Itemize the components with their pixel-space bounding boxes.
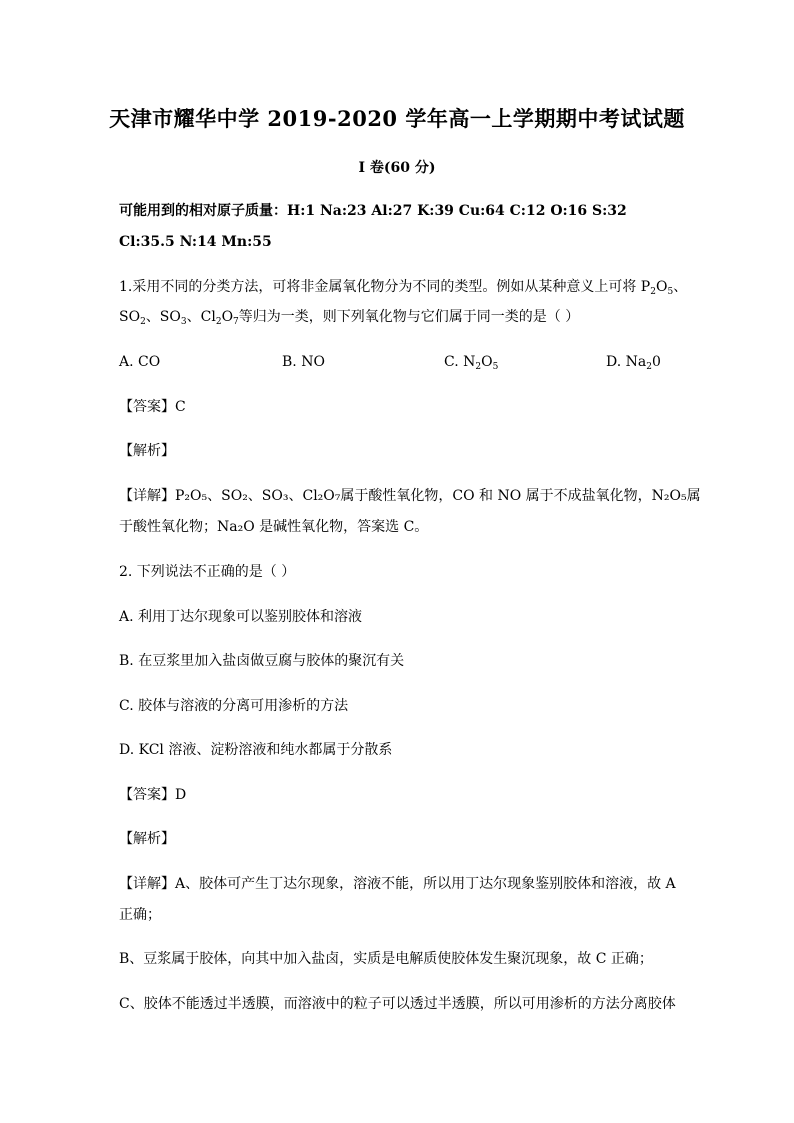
q2-option-d: D. KCl 溶液、淀粉溶液和纯水都属于分散系 [119,742,393,758]
page-title: 天津市耀华中学 2019-2020 学年高一上学期期中考试试题 [109,106,685,131]
q2-stem: 2. 下列说法不正确的是（ ） [119,564,296,580]
q1-detail-line-2: 于酸性氧化物；Na₂O 是碱性氧化物，答案选 C。 [119,519,429,535]
q1-detail-line-1: 【详解】P₂O₅、SO₂、SO₃、Cl₂O₇属于酸性氧化物，CO 和 NO 属于不成盐氧化物，N₂O₅属 [119,488,701,504]
section-title: I 卷(60 分) [358,160,436,176]
q1-option-c: C. $N_2O_5$ [444,354,499,372]
q2-option-b: B. 在豆浆里加入盐卤做豆腐与胶体的聚沉有关 [119,653,405,669]
q2-detail-line-4: C、胶体不能透过半透膜，而溶液中的粒子可以透过半透膜，所以可用渗析的方法分离胶体 [119,996,676,1012]
q2-detail-line-2: 正确； [119,907,161,923]
q1-stem-line-2: $SO_2$、$SO_3$、$Cl_2O_7$等归为一类，则下列氧化物与它们属于同一类的是（ ） [119,309,580,327]
q1-stem-line-1: 1.采用不同的分类方法，可将非金属氧化物分为不同的类型。例如从某种意义上可将 $P_2O_5$、 [119,279,688,297]
q1-option-d: D. $Na_20$ [606,354,661,372]
q1-option-a: A. CO [119,354,161,370]
q2-answer: 【答案】D [119,787,187,803]
q2-option-c: C. 胶体与溶液的分离可用渗析的方法 [119,698,349,714]
q2-analysis-label: 【解析】 [119,831,175,847]
q2-detail-line-3: B、豆浆属于胶体，向其中加入盐卤，实质是电解质使胶体发生聚沉现象，故 C 正确； [119,951,653,967]
q1-analysis-label: 【解析】 [119,443,175,459]
q1-answer: 【答案】C [119,399,186,415]
q2-option-a: A. 利用丁达尔现象可以鉴别胶体和溶液 [119,609,363,625]
q1-option-b: B. NO [282,354,325,370]
atomic-mass-line-1: 可能用到的相对原子质量：H:1 Na:23 Al:27 K:39 Cu:64 C:12 O:16 S:32 [119,203,627,219]
q2-detail-line-1: 【详解】A、胶体可产生丁达尔现象，溶液不能，所以用丁达尔现象鉴别胶体和溶液，故 A [119,876,676,892]
atomic-mass-line-2: Cl:35.5 N:14 Mn:55 [119,234,272,250]
